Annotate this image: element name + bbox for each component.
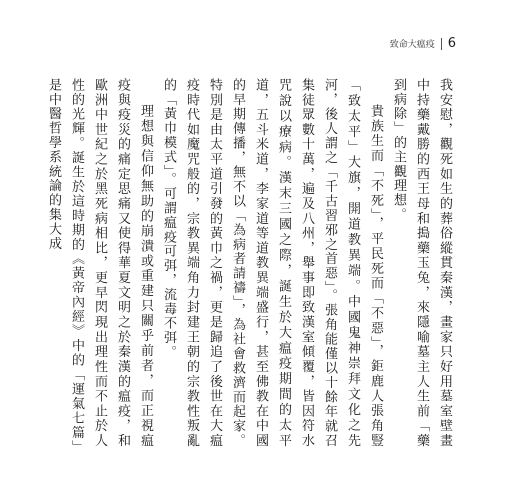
paragraph: 我安慰，觀死如生的葬俗縱貫秦漢，畫家只好用墓室壁畫中持藥戴勝的西王母和搗藥玉兔，來隱喻墓主人生前「藥到病除」的主觀理想。 [391, 78, 452, 448]
page-header [390, 36, 456, 51]
paragraph: 理想與信仰無助的崩潰或重建只關乎前者，而正視瘟疫與疫災的痛定思痛又使得華夏文明之於秦漢的瘟疫，和歐洲中世紀之於黑死病相比，更早閃現出理性而不止於人性的光輝。誕生於這時期的《黃帝內經》中的「運氣七篇」是中醫哲學系統論的集大成 [46, 78, 153, 448]
running-title: 致命大瘟疫 [389, 40, 435, 50]
paragraph: 貴族生而「不死」，平民死而「不惡」，鉅鹿人張角豎「致太平」大旗，開道教異端。中國鬼神崇拜文化之先河，後人謂之「千古習邪之首惡」。張角能僅以十餘年就召集徒眾數十萬，遍及八州，舉事即致漢室傾覆，皆因符水咒說以療病。漢末三國之際，誕生於大瘟疫期間的太平道，五斗米道，李家道等道教異端盛行，甚至佛教在中國的早期傳播，無不以「為病者請禱」，為社會救濟而起家。特別是由太平道引發的黃巾之禍，更是歸追了後世在大瘟疫時代如魔咒般的，宗教異端角力封建王朝的宗教性叛亂的「黃巾模式」。可謂瘟疫可弭，流毒不弭。 [161, 78, 383, 448]
body-text [36, 78, 456, 448]
header-divider [441, 38, 442, 50]
page-number: 6 [447, 36, 456, 51]
